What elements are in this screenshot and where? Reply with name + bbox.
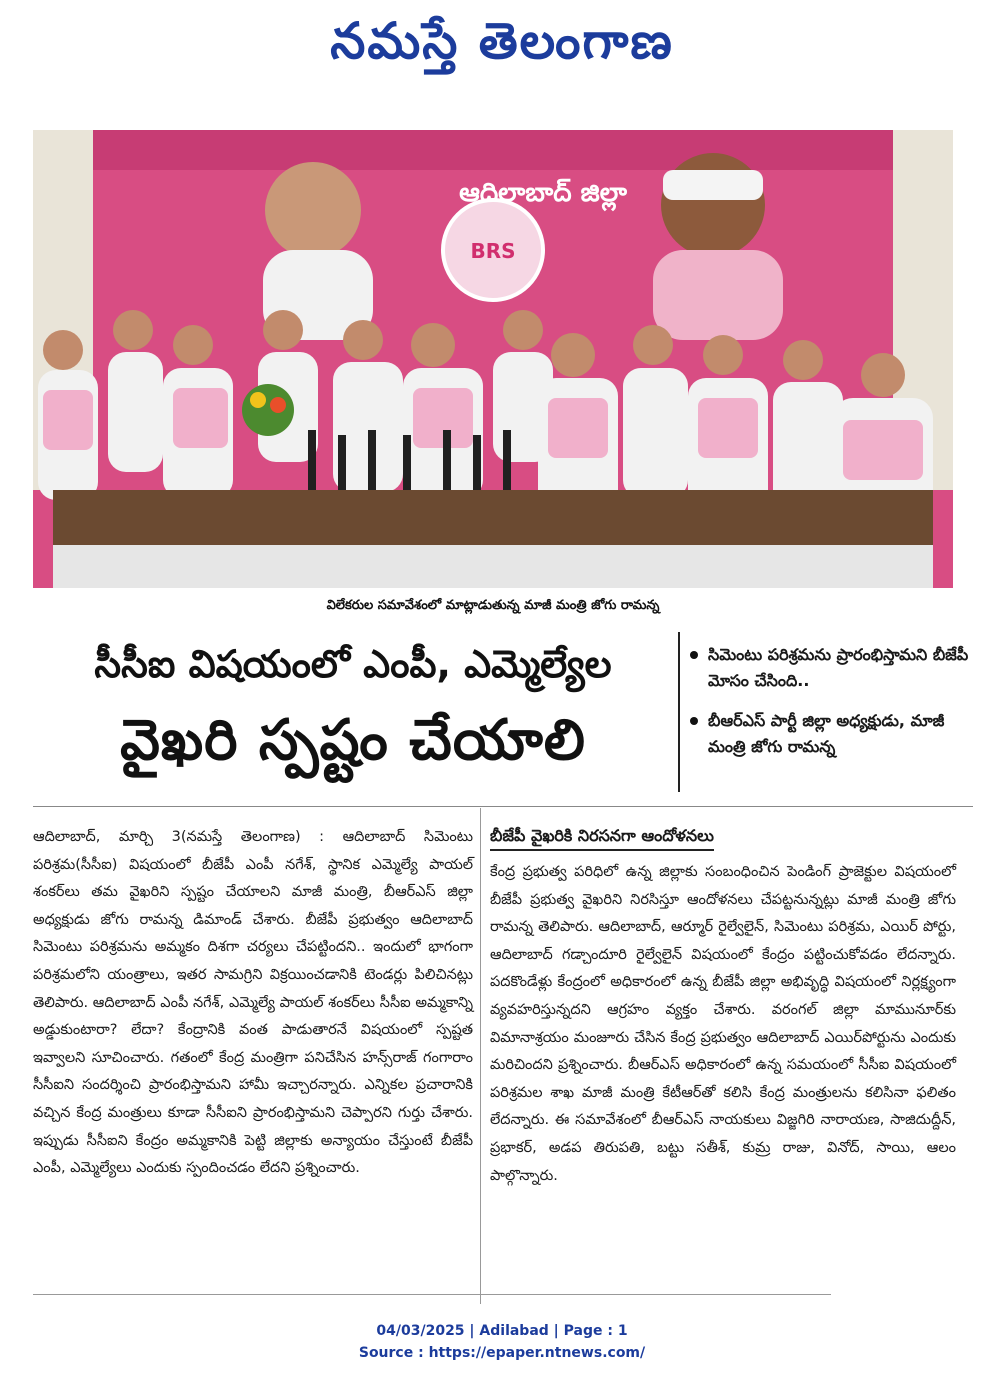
bottom-divider xyxy=(33,1294,831,1295)
bullet-dot-icon xyxy=(690,651,698,659)
column-divider xyxy=(480,808,481,1304)
photo-banner-text: ఆదిలాబాద్ జిల్లా xyxy=(459,178,627,208)
page-footer xyxy=(0,1320,1004,1364)
article-column-right-text: కేంద్ర ప్రభుత్వ పరిధిలో ఉన్న జిల్లాకు సంబంధించిన పెండింగ్ ప్రాజెక్టుల విషయంలో బీజేపీ ప్రభుత్వ వైఖరిని నిరసిస్తూ ఆందోళనలు చేపట్టనున్నట్లు మాజీ మంత్రి జోగు రామన్న తెలిపారు. ఆదిలాబాద్, ఆర్మూర్ రైల్వేలైన్, సిమెంటు పరిశ్రమ, ఎయిర్ పోర్టు, ఆదిలాబాద్ గడ్చాందూరి రైల్వేలైన్ విషయంలో కేంద్రం పట్టించుకోవడం లేదన్నారు. పదకొండేళ్లు కేంద్రంలో అధికారంలో ఉన్న బీజేపీ జిల్లా అభివృద్ధి విషయంలో నిర్లక్ష్యంగా వ్యవహరిస్తున్నదని ఆగ్రహం వ్యక్తం చేశారు. వరంగల్ జిల్లా మామునూర్‌కు విమానాశ్రయం మంజూరు చేసిన కేంద్ర ప్రభుత్వం ఆదిలాబాద్ ఎయిర్‌పోర్టును ఎందుకు మరిచిందని ప్రశ్నించారు. బీఆర్ఎస్ అధికారంలో ఉన్న సమయంలో సీసీఐ విషయంలో పరిశ్రమల శాఖ మాజీ మంత్రి కేటీఆర్‌తో కలిసి కేంద్ర మంత్రులను కలిసినా ఫలితం లేదన్నారు. ఈ సమావేశంలో బీఆర్ఎస్ నాయకులు విజ్జగిరి నారాయణ, సాజిదుద్దీన్, ప్రభాకర్, అడప తిరుపతి, బట్టు సతీశ్, కుమ్ర రాజు, వినోద్, సాయి, ఆలం పాల్గొన్నారు. xyxy=(490,864,956,1184)
bullet-item xyxy=(690,708,980,760)
masthead-title: నమస్తే తెలంగాణ xyxy=(330,12,674,70)
footer-source-link[interactable]: Source : https://epaper.ntnews.com/ xyxy=(358,1345,646,1361)
footer-date-edition: 04/03/2025 | Adilabad | Page : 1 xyxy=(376,1323,628,1339)
headline-divider xyxy=(678,632,680,792)
photo-caption: విలేకరుల సమావేశంలో మాట్లాడుతున్న మాజీ మంత్రి జోగు రామన్న xyxy=(326,598,660,613)
headline-line-2: వైఖరి స్పష్టం చేయాలి xyxy=(120,708,586,773)
article-column-left: ఆదిలాబాద్, మార్చి 3(నమస్తే తెలంగాణ) : ఆదిలాబాద్ సిమెంటు పరిశ్రమ(సీసీఐ) విషయంలో బీజేపీ ఎంపీ నగేశ్, స్థానిక ఎమ్మెల్యే పాయల్ శంకర్‌లు తమ వైఖరిని స్పష్టం చేయాలని మాజీ మంత్రి, బీఆర్ఎస్ జిల్లా అధ్యక్షుడు జోగు రామన్న డిమాండ్ చేశారు. బీజేపీ ప్రభుత్వం ఆదిలాబాద్ సిమెంటు పరిశ్రమను అమ్మకం దిశగా చర్యలు చేపట్టిందని.. ఇందులో భాగంగా పరిశ్రమలోని యంత్రాలు, ఇతర సామగ్రిని విక్రయించడానికి టెండర్లు పిలిచినట్లు తెలిపారు. ఆదిలాబాద్ ఎంపీ నగేశ్, ఎమ్మెల్యే పాయల్ శంకర్‌లు సీసీఐ అమ్మకాన్ని అడ్డుకుంటారా? లేదా? కేంద్రానికి వంత పాడుతారనే విషయంలో స్పష్టత ఇవ్వాలని సూచించారు. గతంలో కేంద్ర మంత్రిగా పనిచేసిన హన్స్‌రాజ్ గంగారాం సీసీఐని సందర్శించి ప్రారంభిస్తామని హామీ ఇచ్చారన్నారు. ఎన్నికల ప్రచారానికి వచ్చిన కేంద్ర మంత్రులు కూడా సీసీఐని ప్రారంభిస్తామని చెప్పారని గుర్తు చేశారు. ఇప్పుడు సీసీఐని కేంద్రం అమ్మకానికి పెట్టి జిల్లాకు అన్యాయం చేస్తుంటే బీజేపీ ఎంపీ, ఎమ్మెల్యేలు ఎందుకు స్పందించడం లేదని ప్రశ్నించారు. xyxy=(33,829,473,1177)
headline-line-1: సీసీఐ విషయంలో ఎంపీ, ఎమ్మెల్యేల xyxy=(94,642,612,686)
column-subhead: బీజేపీ వైఖరికి నిరసనగా ఆందోళనలు xyxy=(490,825,714,851)
brs-logo-text: BRS xyxy=(470,239,516,263)
bullet-text: సిమెంటు పరిశ్రమను ప్రారంభిస్తామని బీజేపీ మోసం చేసింది.. xyxy=(708,645,969,690)
article-column-right xyxy=(490,824,956,1190)
section-divider xyxy=(33,806,973,807)
headline xyxy=(33,630,673,784)
press-meet-photo xyxy=(33,130,953,588)
highlight-bullets xyxy=(690,642,980,774)
bullet-item xyxy=(690,642,980,694)
bullet-dot-icon xyxy=(690,717,698,725)
bullet-text: బీఆర్ఎస్ పార్టీ జిల్లా అధ్యక్షుడు, మాజీ మంత్రి జోగు రామన్న xyxy=(708,711,945,756)
